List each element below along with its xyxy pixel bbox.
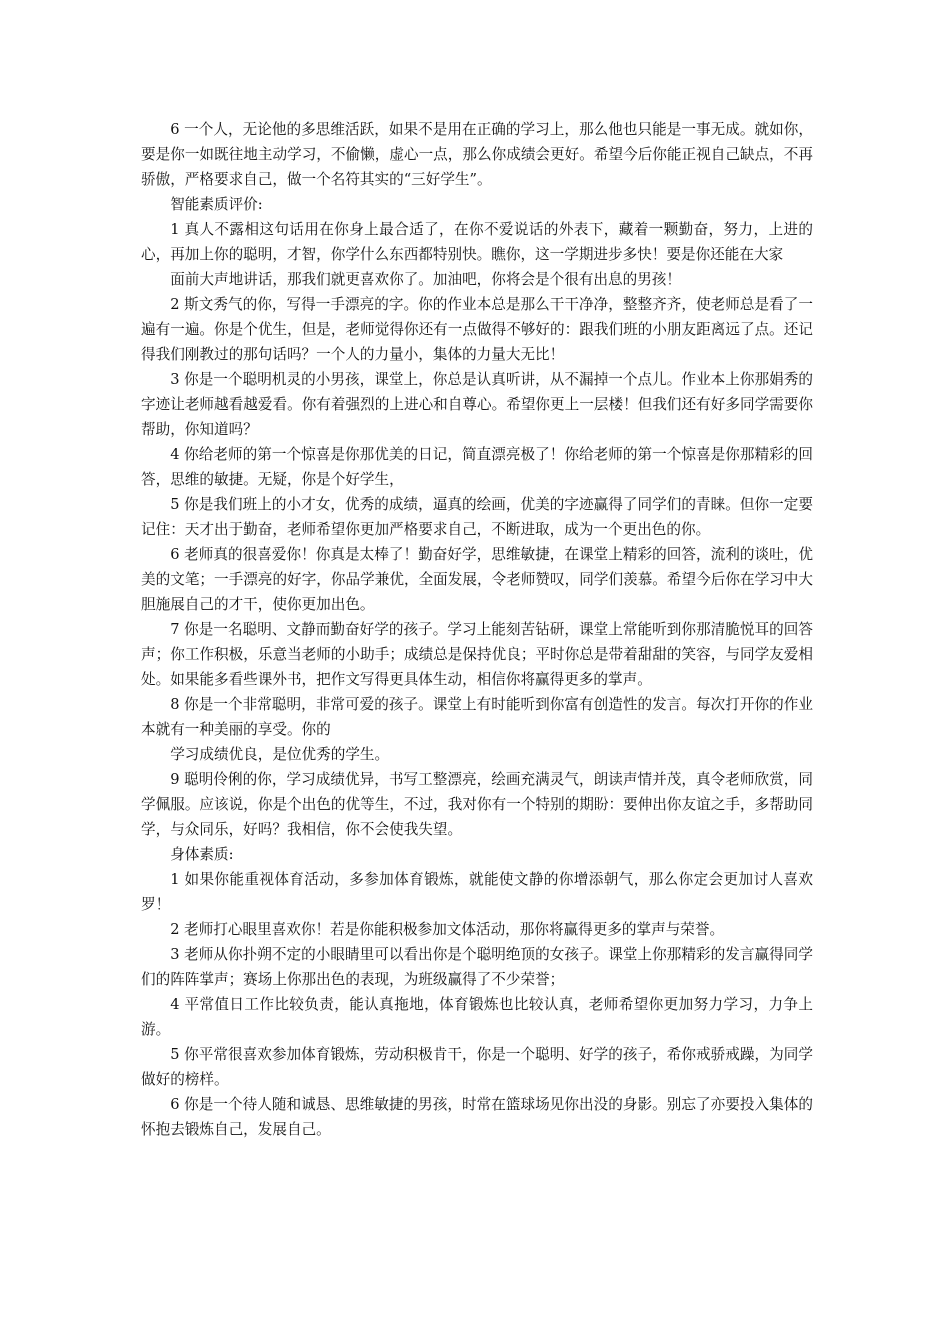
- paragraph: 学习成绩优良，是位优秀的学生。: [170, 746, 390, 763]
- paragraph: 6 一个人，无论他的多思维活跃，如果不是用在正确的学习上，那么他也只能是一事无成。就如你，要是你一如既往地主动学习，不偷懒，虚心一点，那么你成绩会更好。希望今后你能正视自己缺点，不再骄傲，严格要求自己，做一个名符其实的“三好学生”。: [141, 121, 813, 188]
- section-heading-physical: 身体素质:: [170, 846, 234, 863]
- paragraph: 1 如果你能重视体育活动，多参加体育锻炼，就能使文静的你增添朝气，那么你定会更加讨人喜欢罗！: [141, 871, 813, 913]
- paragraph: 6 老师真的很喜爱你！你真是太棒了！勤奋好学，思维敏捷，在课堂上精彩的回答，流利的谈吐，优美的文笔；一手漂亮的好字，你品学兼优，全面发展，令老师赞叹，同学们羡慕。希望今后你在学习中大胆施展自己的才干，使你更加出色。: [141, 546, 813, 613]
- paragraph: 7 你是一名聪明、文静而勤奋好学的孩子。学习上能刻苦钻研，课堂上常能听到你那清脆悦耳的回答声；你工作积极，乐意当老师的小助手；成绩总是保持优良；平时你总是带着甜甜的笑容，与同学友爱相处。如果能多看些课外书，把作文写得更具体生动，相信你将赢得更多的掌声。: [141, 621, 813, 688]
- section-heading-intellectual: 智能素质评价:: [170, 196, 263, 213]
- paragraph: 面前大声地讲话，那我们就更喜欢你了。加油吧，你将会是个很有出息的男孩！: [170, 271, 681, 288]
- paragraph: 4 你给老师的第一个惊喜是你那优美的日记，简直漂亮极了！你给老师的第一个惊喜是你那精彩的回答，思维的敏捷。无疑，你是个好学生，: [141, 446, 813, 488]
- paragraph: 6 你是一个待人随和诚恳、思维敏捷的男孩，时常在篮球场见你出没的身影。别忘了亦要投入集体的怀抱去锻炼自己，发展自己。: [141, 1096, 813, 1138]
- paragraph: 3 老师从你扑朔不定的小眼睛里可以看出你是个聪明绝顶的女孩子。课堂上你那精彩的发言赢得同学们的阵阵掌声；赛场上你那出色的表现，为班级赢得了不少荣誉；: [141, 946, 813, 988]
- paragraph: 1 真人不露相这句话用在你身上最合适了，在你不爱说话的外表下，藏着一颗勤奋，努力，上进的心，再加上你的聪明，才智，你学什么东西都特别快。瞧你，这一学期进步多快！要是你还能在大家: [141, 221, 813, 263]
- paragraph: 3 你是一个聪明机灵的小男孩，课堂上，你总是认真听讲，从不漏掉一个点儿。作业本上你那娟秀的字迹让老师越看越爱看。你有着强烈的上进心和自尊心。希望你更上一层楼！但我们还有好多同学需要你帮助，你知道吗？: [141, 371, 813, 438]
- paragraph: 5 你平常很喜欢参加体育锻炼，劳动积极肯干，你是一个聪明、好学的孩子，希你戒骄戒躁，为同学做好的榜样。: [141, 1046, 813, 1088]
- paragraph: 2 斯文秀气的你，写得一手漂亮的字。你的作业本总是那么干干净净，整整齐齐，使老师总是看了一遍有一遍。你是个优生，但是，老师觉得你还有一点做得不够好的：跟我们班的小朋友距离远了点。还记得我们刚教过的那句话吗？一个人的力量小，集体的力量大无比！: [141, 296, 813, 363]
- paragraph: 8 你是一个非常聪明，非常可爱的孩子。课堂上有时能听到你富有创造性的发言。每次打开你的作业本就有一种美丽的享受。你的: [141, 696, 813, 738]
- paragraph: 4 平常值日工作比较负责，能认真拖地，体育锻炼也比较认真，老师希望你更加努力学习，力争上游。: [141, 996, 813, 1038]
- paragraph: 9 聪明伶俐的你，学习成绩优异，书写工整漂亮，绘画充满灵气，朗读声情并茂，真令老师欣赏，同学佩服。应该说，你是个出色的优等生，不过，我对你有一个特别的期盼：要伸出你友谊之手，多帮助同学，与众同乐，好吗？我相信，你不会使我失望。: [141, 771, 813, 838]
- document-page: [141, 117, 813, 1142]
- paragraph: 5 你是我们班上的小才女，优秀的成绩，逼真的绘画，优美的字迹赢得了同学们的青睐。但你一定要记住：天才出于勤奋，老师希望你更加严格要求自己，不断进取，成为一个更出色的你。: [141, 496, 813, 538]
- paragraph: 2 老师打心眼里喜欢你！若是你能积极参加文体活动，那你将赢得更多的掌声与荣誉。: [170, 921, 725, 938]
